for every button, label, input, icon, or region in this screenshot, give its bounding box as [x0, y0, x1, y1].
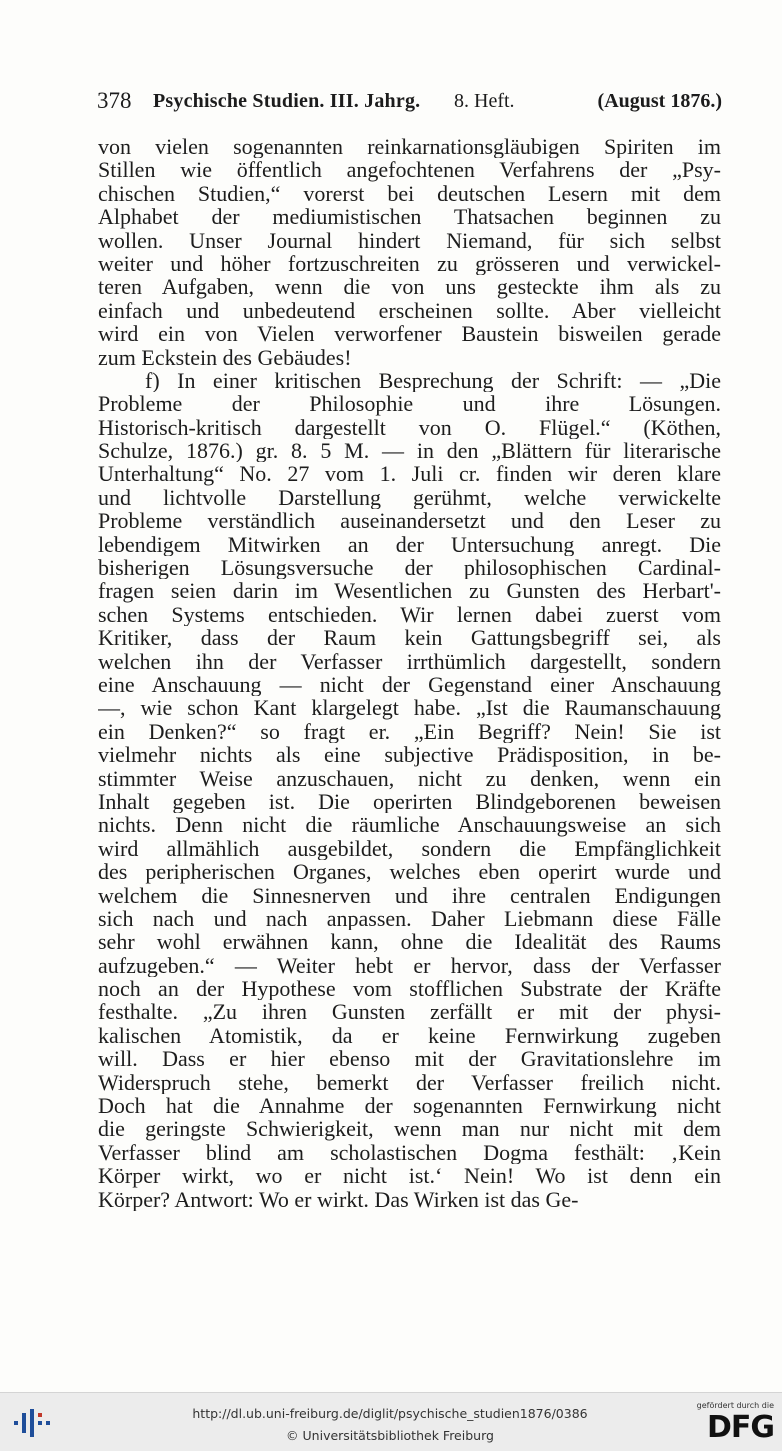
text-line: bisherigen Lösungsversuche der philosophischen Cardinal-	[98, 556, 721, 580]
issue-date: (August 1876.)	[597, 90, 722, 112]
text-line: teren Aufgaben, wenn die von uns gesteckte ihm als zu	[98, 275, 721, 299]
body-text	[98, 135, 721, 1211]
text-line: einfach und unbedeutend erscheinen sollte. Aber vielleicht	[98, 298, 721, 323]
text-line: welchem die Sinnesnerven und ihre centralen Endigungen	[98, 883, 721, 907]
issue-number: 8. Heft.	[454, 90, 515, 112]
text-line: Historisch-kritisch dargestellt von O. Flügel.“ (Köthen,	[98, 415, 721, 440]
text-line: lebendigem Mitwirken an der Untersuchung anregt. Die	[98, 532, 721, 557]
text-line: nichts. Denn nicht die räumliche Anschauungsweise an sich	[98, 813, 721, 837]
viewer-footer	[0, 1392, 782, 1451]
text-line: Kritiker, dass der Raum kein Gattungsbegriff sei, als	[98, 626, 721, 650]
text-line: —, wie schon Kant klargelegt habe. „Ist die Raumanschauung	[98, 696, 721, 720]
text-line: Probleme verständlich auseinandersetzt und den Leser zu	[98, 509, 721, 533]
text-line: will. Dass er hier ebenso mit der Gravitationslehre im	[98, 1047, 721, 1071]
running-header	[97, 88, 722, 114]
text-line: wollen. Unser Journal hindert Niemand, für sich selbst	[98, 228, 721, 252]
text-line: weiter und höher fortzuschreiten zu grösseren und verwickel-	[98, 251, 721, 276]
text-line: Schulze, 1876.) gr. 8. 5 M. — in den „Blättern für literarische	[98, 439, 721, 463]
text-line: Alphabet der mediumistischen Thatsachen beginnen zu	[98, 205, 721, 229]
text-line: wird allmählich ausgebildet, sondern die Empfänglichkeit	[98, 836, 721, 861]
text-line: noch an der Hypothese vom stofflichen Substrate der Kräfte	[98, 977, 721, 1001]
page-number: 378	[97, 88, 132, 113]
sponsor-note: gefördert durch die	[696, 1401, 774, 1410]
text-line: Stillen wie öffentlich angefochtenen Verfahrens der „Psy-	[98, 158, 721, 182]
text-line: chischen Studien,“ vorerst bei deutschen Lesern mit dem	[98, 181, 721, 206]
text-line: welchen ihn der Verfasser irrthümlich dargestellt, sondern	[98, 649, 721, 673]
journal-title: Psychische Studien. III. Jahrg.	[153, 90, 421, 112]
text-line: Probleme der Philosophie und ihre Lösungen.	[98, 392, 721, 416]
dfg-mark: DFG	[706, 1410, 774, 1445]
text-line: Doch hat die Annahme der sogenannten Fernwirkung nicht	[98, 1094, 721, 1118]
text-line: von vielen sogenannten reinkarnationsgläubigen Spiriten im	[98, 135, 721, 159]
text-line: f) In einer kritischen Besprechung der Schrift: — „Die	[145, 368, 721, 393]
text-line: ein Denken?“ so fragt er. „Ein Begriff? Nein! Sie ist	[98, 719, 721, 744]
text-line: eine Anschauung — nicht der Gegenstand einer Anschauung	[98, 672, 721, 697]
text-line: und lichtvolle Darstellung gerühmt, welche verwickelte	[98, 485, 721, 510]
text-line: des peripherischen Organes, welches eben operirt wurde und	[98, 860, 721, 884]
text-line: stimmter Weise anzuschauen, nicht zu denken, wenn ein	[98, 766, 721, 790]
text-line: Körper wirkt, wo er nicht ist.‘ Nein! Wo ist denn ein	[98, 1164, 721, 1188]
document-url[interactable]: http://dl.ub.uni-freiburg.de/diglit/psychische_studien1876/0386	[192, 1406, 588, 1421]
text-line: aufzugeben.“ — Weiter hebt er hervor, dass der Verfasser	[98, 953, 721, 978]
text-line: Körper? Antwort: Wo er wirkt. Das Wirken ist das Ge-	[98, 1187, 579, 1211]
text-line: fragen seien darin im Wesentlichen zu Gunsten des Herbart'-	[98, 579, 721, 603]
text-line: Verfasser blind am scholastischen Dogma festhält: ‚Kein	[98, 1140, 721, 1165]
text-line: sehr wohl erwähnen kann, ohne die Idealität des Raums	[98, 930, 721, 954]
text-line: sich nach und nach anpassen. Daher Liebmann diese Fälle	[98, 906, 721, 931]
text-line: wird ein von Vielen verworfener Baustein bisweilen gerade	[98, 322, 721, 346]
text-line: festhalte. „Zu ihren Gunsten zerfällt er mit der physi-	[98, 1000, 721, 1024]
text-line: Widerspruch stehe, bemerkt der Verfasser freilich nicht.	[98, 1070, 721, 1095]
text-line: Unterhaltung“ No. 27 vom 1. Juli cr. finden wir deren klare	[98, 462, 721, 486]
dfg-sponsor-logo[interactable]	[688, 1401, 774, 1445]
text-line: schen Systems entschieden. Wir lernen dabei zuerst vom	[98, 602, 721, 627]
ub-freiburg-logo-icon[interactable]	[12, 1405, 52, 1441]
text-line: Inhalt gegeben ist. Die operirten Blindgeborenen beweisen	[98, 789, 721, 814]
copyright-notice: © Universitätsbibliothek Freiburg	[286, 1428, 494, 1443]
text-line: kalischen Atomistik, da er keine Fernwirkung zugeben	[98, 1023, 721, 1048]
text-line: vielmehr nichts als eine subjective Prädisposition, in be-	[98, 743, 721, 767]
text-line: zum Eckstein des Gebäudes!	[98, 345, 352, 369]
text-line: die geringste Schwierigkeit, wenn man nur nicht mit dem	[98, 1117, 721, 1141]
